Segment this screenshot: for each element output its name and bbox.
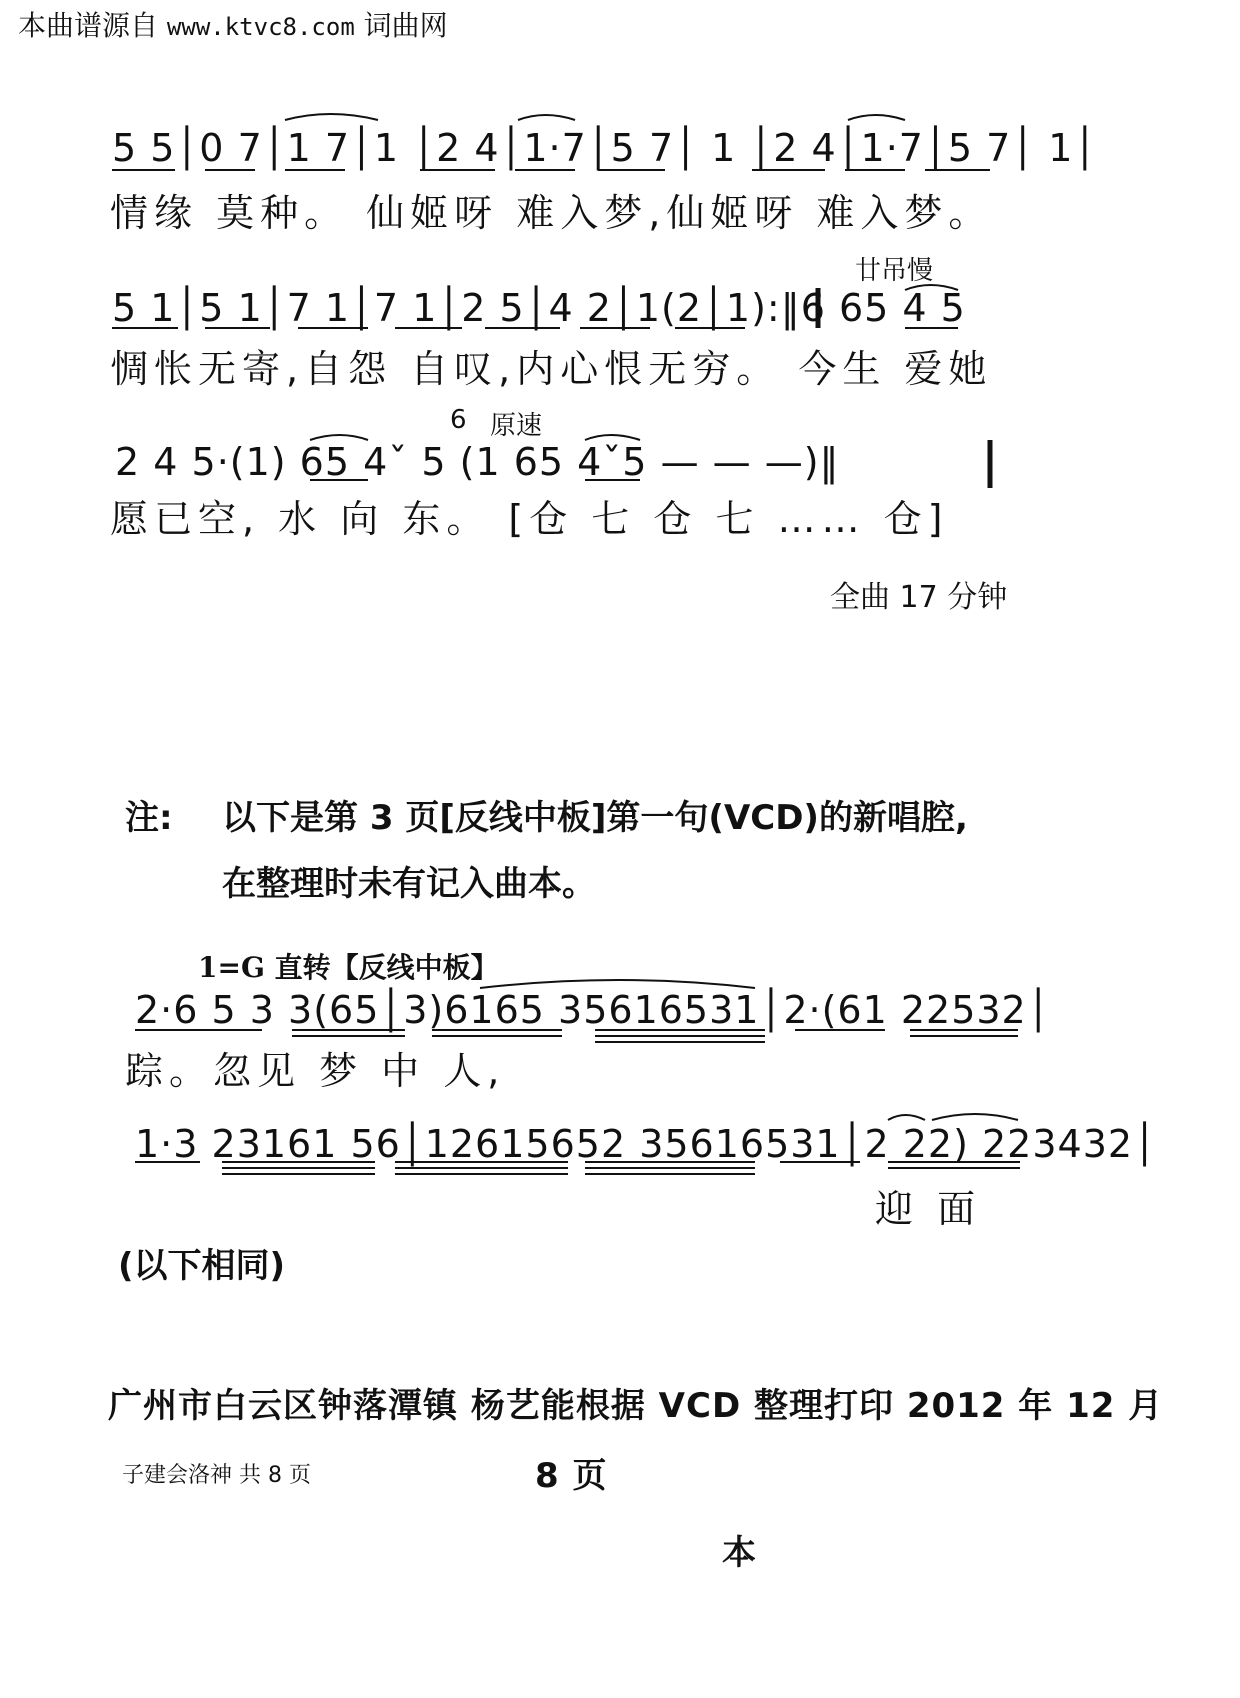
note-line-1: 以下是第 3 页[反线中板]第一句(VCD)的新唱腔, bbox=[222, 798, 968, 838]
score-line-3-notes: 2 4 5·(1) 65 4ˇ 5 (1 65 4ˇ5 — — —)‖ bbox=[115, 440, 840, 484]
footer-bottom-text: 本 bbox=[722, 1533, 757, 1573]
score-line-4-lyrics: 踪。忽见 梦 中 人, bbox=[125, 1049, 506, 1093]
score-line-5-lyrics: 迎 面 bbox=[875, 1187, 982, 1231]
note-line-2: 在整理时未有记入曲本。 bbox=[222, 864, 596, 904]
score-line-1-notes: 5 5│0 7│1 7│1 │2 4│1·7│5 7│ 1 │2 4│1·7│5 7│ 1│ bbox=[112, 126, 1098, 170]
header-suffix: 词曲网 bbox=[363, 9, 448, 42]
page-header bbox=[18, 4, 448, 44]
grace-note-mark: 6 bbox=[450, 405, 467, 435]
footer-title: 子建会洛神 共 8 页 bbox=[122, 1463, 311, 1488]
header-site[interactable]: www.ktvc8.com bbox=[166, 13, 355, 41]
score-line-3-lyrics: 愿已空, 水 向 东。 [仓 七 仓 七 …… 仓] bbox=[110, 497, 949, 541]
header-prefix: 本曲谱源自 bbox=[18, 9, 159, 42]
score-line-2-notes: 5 1│5 1│7 1│7 1│2 5│4 2│1(2│1):‖6 65 4 5 bbox=[112, 286, 966, 330]
score-line-1-lyrics: 情缘 莫种。 仙姬呀 难入梦,仙姬呀 难入梦。 bbox=[110, 191, 993, 235]
key-signature: 1=G 直转【反线中板】 bbox=[198, 951, 499, 984]
page-number: 8 页 bbox=[535, 1456, 608, 1496]
tempo-mark-original: 原速 bbox=[490, 411, 543, 441]
note-label: 注: bbox=[125, 798, 173, 838]
tempo-mark-slow: 廿吊慢 bbox=[855, 256, 934, 286]
score-line-5-notes: 1·3 23161 56│12615652 35616531│2 22) 223432│ bbox=[135, 1122, 1157, 1166]
score-line-2-lyrics: 惆怅无寄,自怨 自叹,内心恨无穷。 今生 爱她 bbox=[110, 347, 993, 391]
footer-credit: 广州市白云区钟落潭镇 杨艺能根据 VCD 整理打印 2012 年 12 月 bbox=[108, 1386, 1164, 1426]
score-line-4-notes: 2·6 5 3 3(65│3)6165 35616531│2·(61 22532│ bbox=[135, 988, 1051, 1032]
duration-text: 全曲 17 分钟 bbox=[830, 580, 1008, 615]
same-as-below: (以下相同) bbox=[118, 1246, 286, 1286]
